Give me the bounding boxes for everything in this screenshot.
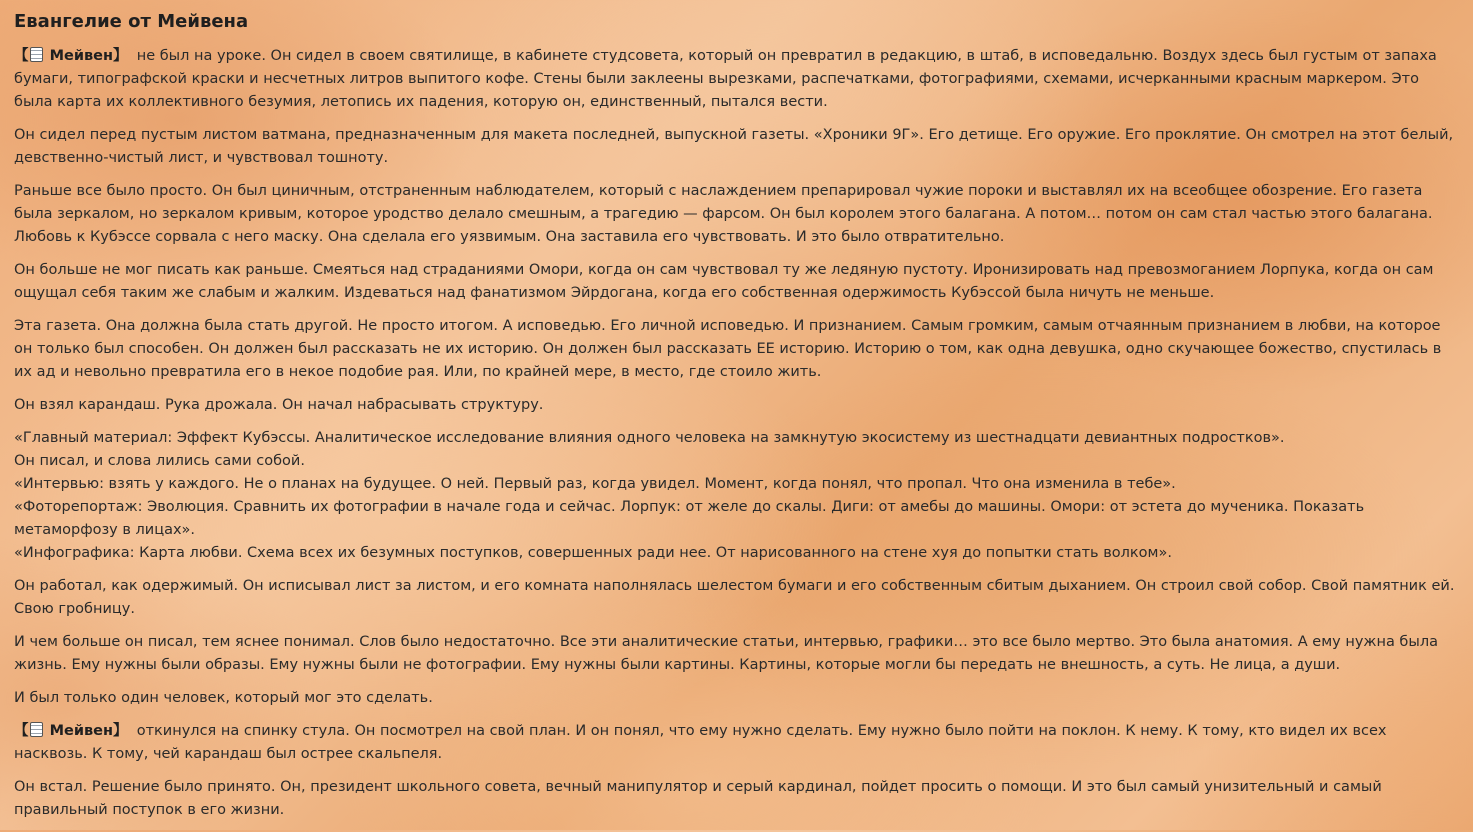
paragraph-11 xyxy=(14,720,1460,766)
paragraph-6: Он взял карандаш. Рука дрожала. Он начал набрасывать структуру. xyxy=(14,397,544,413)
outline-line-1: «Главный материал: Эффект Кубэссы. Аналитическое исследование влияния одного человека на замкнутую экосистему из шестнадцати девиантных подростков». xyxy=(14,430,1285,446)
paragraph-4: Он больше не мог писать как раньше. Смеяться над страданиями Омори, когда он сам чувствовал ту же ледяную пустоту. Иронизировать над превозмоганием Лорпука, когда он сам ощущал себя таким же слабым и жалким. Издеваться над фанатизмом Эйрдогана, когда его собственная одержимость Кубэссой была ничуть не меньше. xyxy=(14,262,1434,301)
mention-name-2: Мейвен xyxy=(49,723,114,739)
mention-open-bracket-2: 【 xyxy=(14,723,29,739)
paragraph-12: Он встал. Решение было принято. Он, президент школьного совета, вечный манипулятор и серый кардинал, пойдет просить о помощи. И это был самый унизительный и самый правильный поступок в его жизни. xyxy=(14,779,1382,818)
outline-line-5: «Инфографика: Карта любви. Схема всех их безумных поступков, совершенных ради нее. От нарисованного на стене хуя до попытки стать волком». xyxy=(14,545,1172,561)
paragraph-1-text: не был на уроке. Он сидел в своем святилище, в кабинете студсовета, который он превратил в редакцию, в штаб, в исповедальню. Воздух здесь был густым от запаха бумаги, типографской краски и несчетных литров выпитого кофе. Стены были заклеены вырезками, распечатками, фотографиями, схемами, исчерканными красным маркером. Это была карта их коллективного безумия, летопись их падения, которую он, единственный, пытался вести. xyxy=(14,48,1437,110)
paragraph-9: И чем больше он писал, тем яснее понимал. Слов было недостаточно. Все эти аналитические статьи, интервью, графики… это все было мертво. Это была анатомия. А ему нужна была жизнь. Ему нужны были образы. Ему нужны были не фотографии. Ему нужны были картины. Картины, которые могли бы передать не внешность, а суть. Не лица, а души. xyxy=(14,634,1438,673)
outline-line-2: Он писал, и слова лились сами собой. xyxy=(14,453,305,469)
paragraph-10: И был только один человек, который мог это сделать. xyxy=(14,690,433,706)
mention-close-bracket-2: 】 xyxy=(113,723,128,739)
paragraph-5: Эта газета. Она должна была стать другой. Не просто итогом. А исповедью. Его личной исповедью. И признанием. Самым громким, самым отчаянным признанием в любви, на которое он только был способен. Он должен был рассказать не их историю. Он должен был рассказать ЕЕ историю. Историю о том, как одна девушка, одно скучающее божество, спустилась в их ад и невольно превратила его в некое подобие рая. Или, по крайней мере, в место, где стоило жить. xyxy=(14,318,1442,380)
paragraph-8: Он работал, как одержимый. Он исписывал лист за листом, и его комната наполнялась шелестом бумаги и его собственным сбитым дыханием. Он строил свой собор. Свой памятник ей. Свою гробницу. xyxy=(14,578,1455,617)
story-title: Евангелие от Мейвена xyxy=(14,11,249,32)
paragraph-3: Раньше все было просто. Он был циничным, отстраненным наблюдателем, который с наслаждением препарировал чужие пороки и выставлял их на всеобщее обозрение. Его газета была зеркалом, но зеркалом кривым, которое уродство делало смешным, а трагедию — фарсом. Он был королем этого балагана. А потом… потом он сам стал частью этого балагана. Любовь к Кубэссе сорвала с него маску. Она сделала его уязвимым. Она заставила его чувствовать. И это было отвратительно. xyxy=(14,183,1433,245)
mention-name: Мейвен xyxy=(49,48,114,64)
outline-line-4: «Фоторепортаж: Эволюция. Сравнить их фотографии в начале года и сейчас. Лорпук: от желе до скалы. Диги: от амебы до машины. Омори: от эстета до мученика. Показать метаморфозу в лицах». xyxy=(14,499,1365,538)
character-mention-maven[interactable] xyxy=(14,48,128,64)
paragraph-1 xyxy=(14,45,1460,114)
paragraph-7-outline xyxy=(14,427,1460,565)
outline-line-3: «Интервью: взять у каждого. Не о планах на будущее. О ней. Первый раз, когда увидел. Момент, когда понял, что пропал. Что она изменила в тебе». xyxy=(14,476,1176,492)
paragraph-2: Он сидел перед пустым листом ватмана, предназначенным для макета последней, выпускной газеты. «Хроники 9Г». Его детище. Его оружие. Его проклятие. Он смотрел на этот белый, девственно-чистый лист, и чувствовал тошноту. xyxy=(14,127,1454,166)
document-icon xyxy=(30,722,43,737)
document-icon xyxy=(30,47,43,62)
story-container xyxy=(14,8,1460,832)
paragraph-11-text: откинулся на спинку стула. Он посмотрел на свой план. И он понял, что ему нужно сделать. Ему нужно было пойти на поклон. К нему. К тому, кто видел их всех насквозь. К тому, чей карандаш был острее скальпеля. xyxy=(14,723,1387,762)
mention-open-bracket: 【 xyxy=(14,48,29,64)
character-mention-maven-2[interactable] xyxy=(14,723,128,739)
mention-close-bracket: 】 xyxy=(113,48,128,64)
